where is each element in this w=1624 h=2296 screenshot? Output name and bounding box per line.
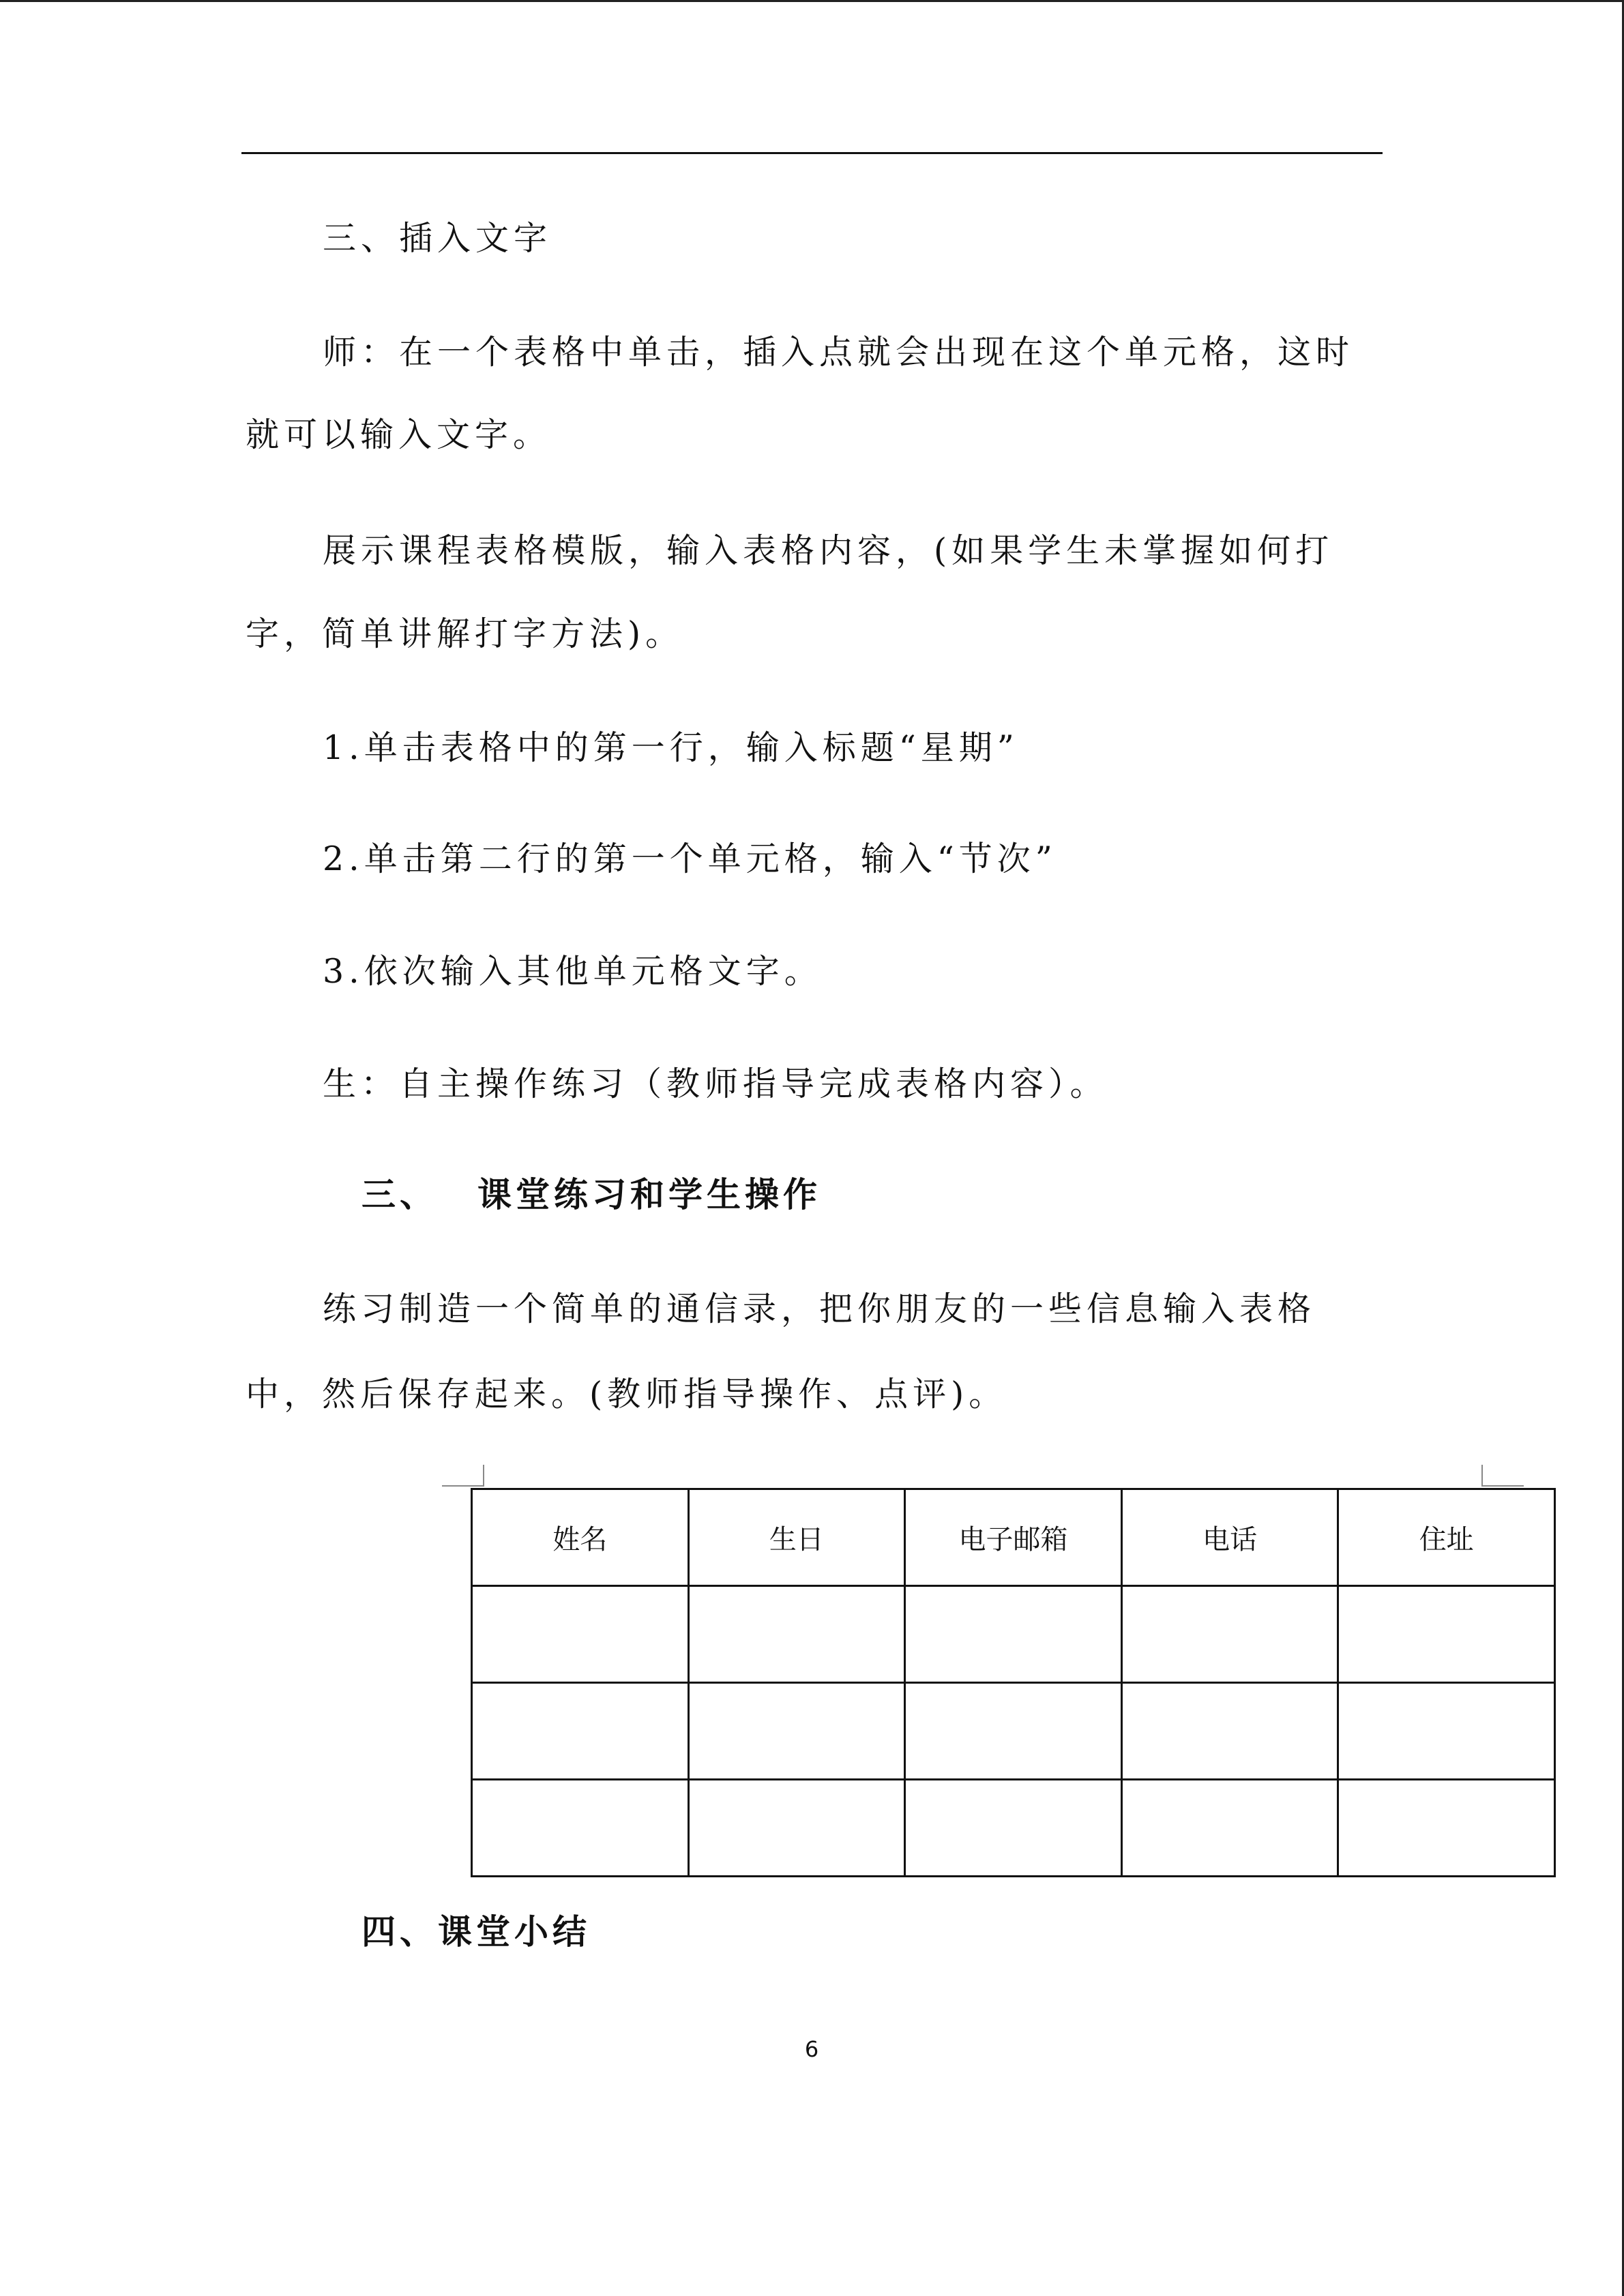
demo-paragraph-line-1: 展示课程表格模版，输入表格内容，(如果学生未掌握如何打 [323,531,1334,570]
step-3: 3.依次输入其他单元格文字。 [323,952,823,991]
table-cell[interactable] [1338,1780,1555,1877]
table-cell[interactable] [688,1683,905,1780]
header-cell-name[interactable]: 姓名 [472,1489,689,1586]
table-cell[interactable] [905,1780,1122,1877]
page-border-top [0,0,1624,2]
step-2: 2.单击第二行的第一个单元格，输入“节次” [323,839,1057,878]
section-heading-practice-number: 三、 [361,1174,438,1214]
table-cell[interactable] [1338,1683,1555,1780]
table-cell[interactable] [1338,1586,1555,1683]
section-heading-practice [361,1174,821,1215]
exercise-line-2: 中，然后保存起来。(教师指导操作、点评)。 [246,1375,1007,1414]
table-cell[interactable] [688,1586,905,1683]
teacher-paragraph-line-1: 师：在一个表格中单击，插入点就会出现在这个单元格，这时 [323,333,1355,372]
section-heading-practice-title: 课堂练习和学生操作 [477,1174,821,1214]
header-cell-address[interactable]: 住址 [1338,1489,1555,1586]
table-corner-mark-right [1481,1465,1483,1485]
table-cell[interactable] [472,1683,689,1780]
section-heading-insert-text: 三、插入文字 [323,219,552,258]
student-practice: 生：自主操作练习（教师指导完成表格内容）。 [323,1064,1108,1103]
section-heading-summary: 四、课堂小结 [361,1911,591,1952]
table-header-row [472,1489,1555,1586]
table-corner-mark-left [483,1465,484,1485]
header-cell-phone[interactable]: 电话 [1121,1489,1338,1586]
table-corner-mark-right-h [1481,1485,1524,1487]
contacts-table [471,1488,1556,1877]
step-1: 1.单击表格中的第一行，输入标题“星期” [323,728,1019,767]
table-row [472,1780,1555,1877]
demo-paragraph-line-2: 字，简单讲解打字方法)。 [246,614,684,653]
exercise-line-1: 练习制造一个简单的通信录，把你朋友的一些信息输入表格 [323,1289,1316,1328]
table-row [472,1683,1555,1780]
table-cell[interactable] [905,1683,1122,1780]
page-number: 6 [804,2036,819,2062]
header-rule [241,152,1383,154]
table-cell[interactable] [1121,1683,1338,1780]
table-cell[interactable] [472,1586,689,1683]
table-cell[interactable] [472,1780,689,1877]
teacher-paragraph-line-2: 就可以输入文字。 [246,415,552,454]
table-cell[interactable] [1121,1780,1338,1877]
table-cell[interactable] [1121,1586,1338,1683]
header-cell-email[interactable]: 电子邮箱 [905,1489,1122,1586]
table-cell[interactable] [688,1780,905,1877]
table-row [472,1586,1555,1683]
table-corner-mark-left-h [442,1485,484,1487]
table-cell[interactable] [905,1586,1122,1683]
header-cell-birthday[interactable]: 生日 [688,1489,905,1586]
